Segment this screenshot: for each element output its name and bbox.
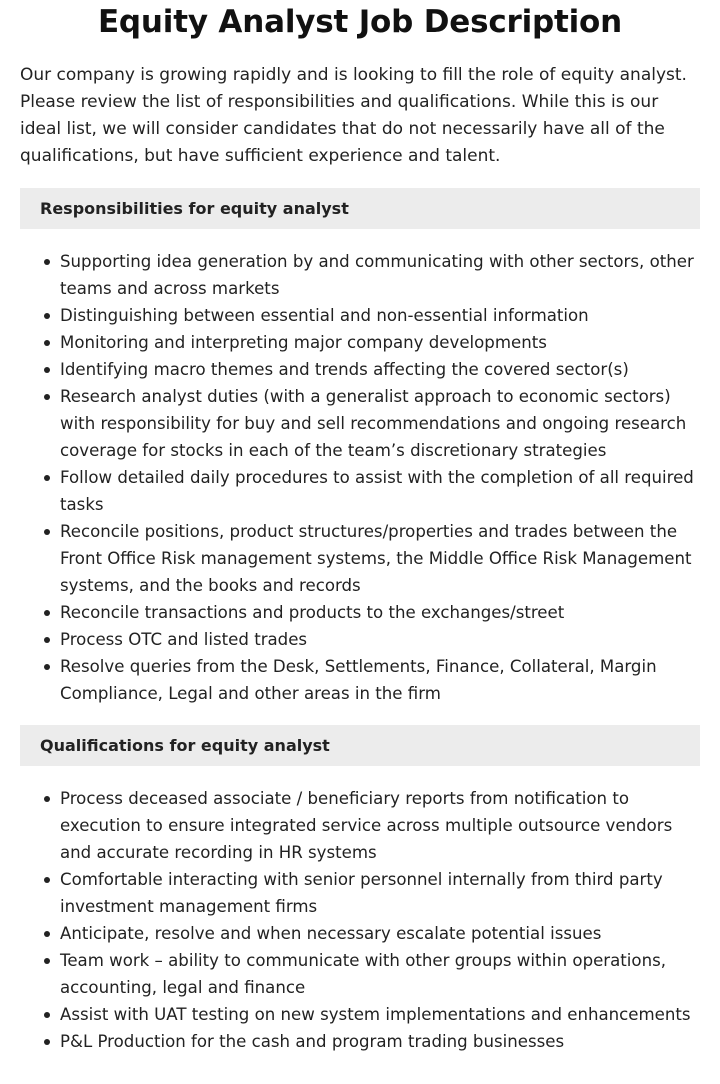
- section-spacer: [20, 707, 700, 725]
- list-item: Resolve queries from the Desk, Settlements, Finance, Collateral, Margin Compliance, Legal and other areas in the firm: [60, 653, 700, 707]
- qualifications-list: [20, 785, 700, 1055]
- list-item: Supporting idea generation by and communicating with other sectors, other teams and across markets: [60, 248, 700, 302]
- list-item: P&L Production for the cash and program trading businesses: [60, 1028, 700, 1055]
- list-item: Monitoring and interpreting major company developments: [60, 329, 700, 356]
- list-item: Follow detailed daily procedures to assist with the completion of all required tasks: [60, 464, 700, 518]
- page-title: Equity Analyst Job Description: [97, 4, 623, 40]
- list-item: Identifying macro themes and trends affecting the covered sector(s): [60, 356, 700, 383]
- responsibilities-list: [20, 248, 700, 707]
- responsibilities-heading: Responsibilities for equity analyst: [20, 188, 700, 229]
- qualifications-heading: Qualifications for equity analyst: [20, 725, 700, 766]
- list-item: Reconcile transactions and products to the exchanges/street: [60, 599, 700, 626]
- list-item: Assist with UAT testing on new system implementations and enhancements: [60, 1001, 700, 1028]
- list-item: Reconcile positions, product structures/properties and trades between the Front Office Risk management systems, the Middle Office Risk Management systems, and the books and records: [60, 518, 700, 599]
- list-item: Comfortable interacting with senior personnel internally from third party investment management firms: [60, 866, 700, 920]
- list-item: Process deceased associate / beneficiary reports from notification to execution to ensure integrated service across multiple outsource vendors and accurate recording in HR systems: [60, 785, 700, 866]
- list-item: Anticipate, resolve and when necessary escalate potential issues: [60, 920, 700, 947]
- list-item: Team work – ability to communicate with other groups within operations, accounting, legal and finance: [60, 947, 700, 1001]
- list-item: Research analyst duties (with a generalist approach to economic sectors) with responsibility for buy and sell recommendations and ongoing research coverage for stocks in each of the team’s discretionary strategies: [60, 383, 700, 464]
- list-item: Process OTC and listed trades: [60, 626, 700, 653]
- intro-paragraph: Our company is growing rapidly and is looking to fill the role of equity analyst. Please review the list of responsibilities and qualifications. While this is our ideal list, we will consider candidates that do not necessarily have all of the qualifications, but have sufficient experience and talent.: [20, 65, 687, 166]
- list-item: Distinguishing between essential and non-essential information: [60, 302, 700, 329]
